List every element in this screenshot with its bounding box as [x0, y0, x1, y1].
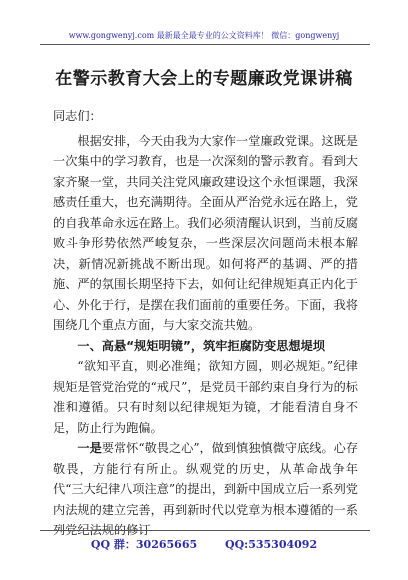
point-1-paragraph [53, 438, 358, 541]
header-text: www.gongwenyj.com 最新最全最专业的公文资料库！ 微信：gongwenyj [68, 31, 340, 40]
document-title: 在警示教育大会上的专题廉政党课讲稿 [55, 69, 353, 89]
point-1-text: 要常怀“敬畏之心”，做到慎独慎微守底线。心存敬畏，方能行有所止。纵观党的历史，从革命战争年代“三大纪律八项注意”的提出，到新中国成立后一系列党内法规的建立完善，再到新时代以党章为根本遵循的一系列党纪法规的修订 [53, 441, 359, 537]
salutation: 同志们： [53, 109, 102, 123]
footer-qq: QQ:535304092 [224, 538, 318, 551]
footer-divider [40, 530, 370, 531]
point-1-lead: 一是 [77, 441, 102, 455]
footer-qq-group: QQ 群：30265665 [90, 538, 198, 551]
document-body [53, 106, 358, 541]
page-header [0, 0, 408, 44]
page-footer [0, 536, 408, 552]
section-1-paragraph: “欲知平直，则必准绳；欲知方圆，则必规矩。”纪律规矩是管党治党的“戒尺”，是党员干部约束自身行为的标准和遵循。只有时刻以纪律规矩为镜，才能看清自身不足，防止行为跑偏。 [53, 359, 358, 435]
section-heading-1: 一、高悬“规矩明镜”，筑牢拒腐防变思想堤坝 [77, 338, 325, 353]
header-divider [40, 44, 370, 45]
intro-paragraph: 根据安排，今天由我为大家作一堂廉政党课。这既是一次集中的学习教育，也是一次深刻的警示教育。看到大家齐聚一堂，共同关注党风廉政建设这个永恒课题，我深感责任重大，也充满期待。全面从严治党永远在路上，党的自我革命永远在路上。我们必须清醒认识到，当前反腐败斗争形势依然严峻复杂，一些深层次问题尚未根本解决，新情况新挑战不断出现。如何将严的基调、严的措施、严的氛围长期坚持下去，如何让纪律规矩真正内化于心、外化于行，是摆在我们面前的重要任务。下面，我将围绕几个重点方面，与大家交流共勉。 [53, 133, 358, 332]
